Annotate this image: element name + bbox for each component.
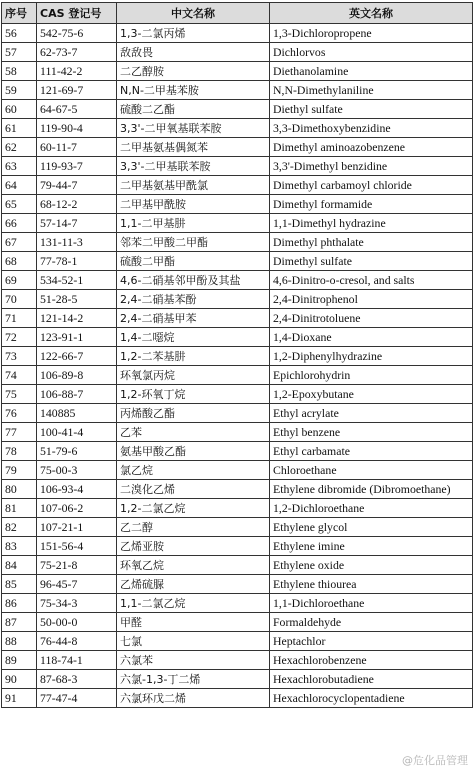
english-name: Epichlorohydrin: [270, 366, 473, 385]
cas-number: 119-93-7: [37, 157, 117, 176]
english-name: Ethylene thiourea: [270, 575, 473, 594]
english-name: 2,4-Dinitrophenol: [270, 290, 473, 309]
chinese-name: 乙二醇: [117, 518, 270, 537]
table-row: [2, 404, 473, 423]
row-number: 90: [2, 670, 37, 689]
row-number: 66: [2, 214, 37, 233]
cas-number: 140885: [37, 404, 117, 423]
watermark: @危化品管理: [402, 754, 468, 767]
header-cas: CAS 登记号: [37, 3, 117, 24]
chinese-name: 六氯环戊二烯: [117, 689, 270, 708]
english-name: Dimethyl carbamoyl chloride: [270, 176, 473, 195]
cas-number: 75-34-3: [37, 594, 117, 613]
row-number: 58: [2, 62, 37, 81]
chinese-name: 3,3'-二甲氧基联苯胺: [117, 119, 270, 138]
cas-number: 51-79-6: [37, 442, 117, 461]
table-row: [2, 385, 473, 404]
header-english-name: 英文名称: [270, 3, 473, 24]
table-row: [2, 271, 473, 290]
chinese-name: 环氧氯丙烷: [117, 366, 270, 385]
row-number: 69: [2, 271, 37, 290]
table-row: [2, 62, 473, 81]
row-number: 61: [2, 119, 37, 138]
cas-number: 100-41-4: [37, 423, 117, 442]
english-name: Dimethyl phthalate: [270, 233, 473, 252]
chinese-name: 七氯: [117, 632, 270, 651]
cas-number: 96-45-7: [37, 575, 117, 594]
table-row: [2, 518, 473, 537]
english-name: 2,4-Dinitrotoluene: [270, 309, 473, 328]
table-row: [2, 613, 473, 632]
header-no: 序号: [2, 3, 37, 24]
chinese-name: 六氯-1,3-丁二烯: [117, 670, 270, 689]
chinese-name: 2,4-二硝基苯酚: [117, 290, 270, 309]
chinese-name: 3,3'-二甲基联苯胺: [117, 157, 270, 176]
chinese-name: 硫酸二甲酯: [117, 252, 270, 271]
table-row: [2, 157, 473, 176]
english-name: Ethyl benzene: [270, 423, 473, 442]
row-number: 59: [2, 81, 37, 100]
row-number: 84: [2, 556, 37, 575]
cas-number: 60-11-7: [37, 138, 117, 157]
row-number: 85: [2, 575, 37, 594]
english-name: 1,2-Epoxybutane: [270, 385, 473, 404]
english-name: Ethylene dibromide (Dibromoethane): [270, 480, 473, 499]
cas-number: 106-89-8: [37, 366, 117, 385]
cas-number: 542-75-6: [37, 24, 117, 43]
row-number: 75: [2, 385, 37, 404]
table-row: [2, 81, 473, 100]
table-row: [2, 195, 473, 214]
chinese-name: 氨基甲酸乙酯: [117, 442, 270, 461]
english-name: Dichlorvos: [270, 43, 473, 62]
english-name: 3,3-Dimethoxybenzidine: [270, 119, 473, 138]
english-name: Ethylene imine: [270, 537, 473, 556]
table-row: [2, 176, 473, 195]
cas-number: 122-66-7: [37, 347, 117, 366]
english-name: Ethyl carbamate: [270, 442, 473, 461]
table-body: [2, 24, 473, 708]
english-name: Dimethyl sulfate: [270, 252, 473, 271]
table-row: [2, 233, 473, 252]
english-name: Diethanolamine: [270, 62, 473, 81]
chemical-table: [1, 2, 473, 708]
row-number: 70: [2, 290, 37, 309]
table-row: [2, 670, 473, 689]
table-row: [2, 461, 473, 480]
table-row: [2, 309, 473, 328]
cas-number: 51-28-5: [37, 290, 117, 309]
row-number: 89: [2, 651, 37, 670]
table-row: [2, 651, 473, 670]
table-row: [2, 43, 473, 62]
table-row: [2, 366, 473, 385]
row-number: 68: [2, 252, 37, 271]
row-number: 65: [2, 195, 37, 214]
chinese-name: 2,4-二硝基甲苯: [117, 309, 270, 328]
chinese-name: 氯乙烷: [117, 461, 270, 480]
row-number: 62: [2, 138, 37, 157]
english-name: 1,2-Diphenylhydrazine: [270, 347, 473, 366]
chinese-name: 二甲基甲酰胺: [117, 195, 270, 214]
chinese-name: 二甲基氨基偶氮苯: [117, 138, 270, 157]
table-row: [2, 252, 473, 271]
table-row: [2, 499, 473, 518]
chinese-name: 1,1-二氯乙烷: [117, 594, 270, 613]
cas-number: 75-21-8: [37, 556, 117, 575]
table-row: [2, 689, 473, 708]
cas-number: 62-73-7: [37, 43, 117, 62]
cas-number: 121-14-2: [37, 309, 117, 328]
chinese-name: 二甲基氨基甲酰氯: [117, 176, 270, 195]
chinese-name: 1,3-二氯丙烯: [117, 24, 270, 43]
chinese-name: 乙烯硫脲: [117, 575, 270, 594]
row-number: 64: [2, 176, 37, 195]
header-row: [2, 3, 473, 24]
cas-number: 77-47-4: [37, 689, 117, 708]
english-name: Ethylene oxide: [270, 556, 473, 575]
header-chinese-name: 中文名称: [117, 3, 270, 24]
cas-number: 121-69-7: [37, 81, 117, 100]
row-number: 74: [2, 366, 37, 385]
english-name: Ethylene glycol: [270, 518, 473, 537]
table-row: [2, 328, 473, 347]
chinese-name: 1,2-二苯基肼: [117, 347, 270, 366]
english-name: Formaldehyde: [270, 613, 473, 632]
english-name: Hexachlorobutadiene: [270, 670, 473, 689]
english-name: 4,6-Dinitro-o-cresol, and salts: [270, 271, 473, 290]
chinese-name: 邻苯二甲酸二甲酯: [117, 233, 270, 252]
row-number: 72: [2, 328, 37, 347]
row-number: 57: [2, 43, 37, 62]
english-name: 3,3'-Dimethyl benzidine: [270, 157, 473, 176]
row-number: 76: [2, 404, 37, 423]
cas-number: 107-06-2: [37, 499, 117, 518]
chinese-name: 环氧乙烷: [117, 556, 270, 575]
table-row: [2, 594, 473, 613]
chinese-name: 硫酸二乙酯: [117, 100, 270, 119]
cas-number: 123-91-1: [37, 328, 117, 347]
english-name: 1,4-Dioxane: [270, 328, 473, 347]
table-row: [2, 423, 473, 442]
english-name: Hexachlorocyclopentadiene: [270, 689, 473, 708]
table-row: [2, 119, 473, 138]
table-row: [2, 347, 473, 366]
table-row: [2, 100, 473, 119]
chinese-name: 1,1-二甲基肼: [117, 214, 270, 233]
english-name: Chloroethane: [270, 461, 473, 480]
english-name: 1,1-Dimethyl hydrazine: [270, 214, 473, 233]
table-row: [2, 537, 473, 556]
cas-number: 118-74-1: [37, 651, 117, 670]
table-row: [2, 138, 473, 157]
chinese-name: 4,6-二硝基邻甲酚及其盐: [117, 271, 270, 290]
cas-number: 106-88-7: [37, 385, 117, 404]
english-name: Heptachlor: [270, 632, 473, 651]
row-number: 71: [2, 309, 37, 328]
english-name: N,N-Dimethylaniline: [270, 81, 473, 100]
cas-number: 87-68-3: [37, 670, 117, 689]
chinese-name: 1,4-二噁烷: [117, 328, 270, 347]
english-name: Diethyl sulfate: [270, 100, 473, 119]
cas-number: 50-00-0: [37, 613, 117, 632]
english-name: 1,2-Dichloroethane: [270, 499, 473, 518]
cas-number: 151-56-4: [37, 537, 117, 556]
row-number: 82: [2, 518, 37, 537]
row-number: 81: [2, 499, 37, 518]
chinese-name: 乙苯: [117, 423, 270, 442]
chinese-name: N,N-二甲基苯胺: [117, 81, 270, 100]
english-name: Ethyl acrylate: [270, 404, 473, 423]
english-name: Hexachlorobenzene: [270, 651, 473, 670]
cas-number: 76-44-8: [37, 632, 117, 651]
table-row: [2, 632, 473, 651]
cas-number: 68-12-2: [37, 195, 117, 214]
table-row: [2, 442, 473, 461]
cas-number: 57-14-7: [37, 214, 117, 233]
row-number: 78: [2, 442, 37, 461]
table-row: [2, 556, 473, 575]
chinese-name: 二溴化乙烯: [117, 480, 270, 499]
chinese-name: 六氯苯: [117, 651, 270, 670]
row-number: 73: [2, 347, 37, 366]
english-name: Dimethyl aminoazobenzene: [270, 138, 473, 157]
cas-number: 111-42-2: [37, 62, 117, 81]
cas-number: 131-11-3: [37, 233, 117, 252]
cas-number: 77-78-1: [37, 252, 117, 271]
row-number: 60: [2, 100, 37, 119]
row-number: 79: [2, 461, 37, 480]
table-row: [2, 575, 473, 594]
table-row: [2, 214, 473, 233]
row-number: 80: [2, 480, 37, 499]
cas-number: 106-93-4: [37, 480, 117, 499]
chinese-name: 乙烯亚胺: [117, 537, 270, 556]
row-number: 83: [2, 537, 37, 556]
chinese-name: 甲醛: [117, 613, 270, 632]
chinese-name: 二乙醇胺: [117, 62, 270, 81]
cas-number: 534-52-1: [37, 271, 117, 290]
row-number: 63: [2, 157, 37, 176]
chinese-name: 敌敌畏: [117, 43, 270, 62]
row-number: 86: [2, 594, 37, 613]
row-number: 88: [2, 632, 37, 651]
chinese-name: 丙烯酸乙酯: [117, 404, 270, 423]
english-name: 1,1-Dichloroethane: [270, 594, 473, 613]
cas-number: 107-21-1: [37, 518, 117, 537]
row-number: 67: [2, 233, 37, 252]
row-number: 87: [2, 613, 37, 632]
cas-number: 64-67-5: [37, 100, 117, 119]
row-number: 77: [2, 423, 37, 442]
english-name: 1,3-Dichloropropene: [270, 24, 473, 43]
table-row: [2, 290, 473, 309]
chinese-name: 1,2-环氧丁烷: [117, 385, 270, 404]
chinese-name: 1,2-二氯乙烷: [117, 499, 270, 518]
cas-number: 75-00-3: [37, 461, 117, 480]
cas-number: 79-44-7: [37, 176, 117, 195]
english-name: Dimethyl formamide: [270, 195, 473, 214]
cas-number: 119-90-4: [37, 119, 117, 138]
row-number: 91: [2, 689, 37, 708]
table-row: [2, 24, 473, 43]
table-row: [2, 480, 473, 499]
row-number: 56: [2, 24, 37, 43]
